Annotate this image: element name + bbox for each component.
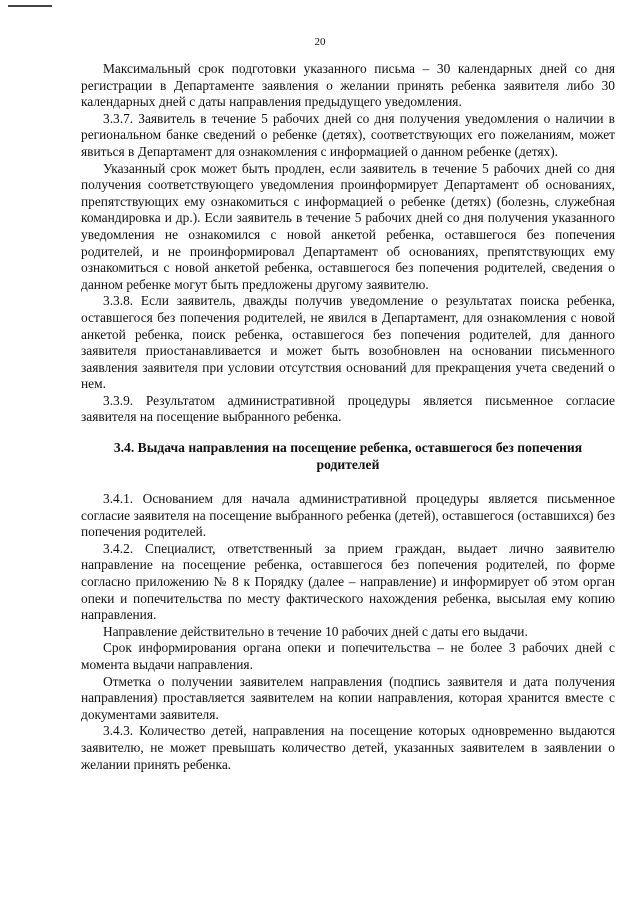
paragraph-3-3-8: 3.3.8. Если заявитель, дважды получив уведомление о результатах поиска ребенка, оставшегося без попечения родителей, не явился в Департамент, для ознакомления с новой анкетой ребенка, поиск ребенка, оставшегося без попечения родителей, для данного заявителя приостанавливается и может быть возобновлен на основании письменного заявления заявителя при условии отсутствия оснований для прекращения учета сведений о нем. bbox=[81, 293, 615, 392]
scan-edge-mark bbox=[8, 5, 52, 7]
section-heading: 3.4. Выдача направления на посещение ребенка, оставшегося без попечения родителей bbox=[113, 440, 583, 473]
paragraph-3-3-9: 3.3.9. Результатом административной процедуры является письменное согласие заявителя на посещение выбранного ребенка. bbox=[81, 392, 615, 425]
paragraph-receipt-mark: Отметка о получении заявителем направления (подпись заявителя и дата получения направления) проставляется заявителем на копии направления, которая хранится вместе с документами заявителя. bbox=[81, 673, 615, 722]
document-body bbox=[81, 61, 615, 773]
paragraph-3-4-3: 3.4.3. Количество детей, направления на посещение которых одновременно выдаются заявителю, не может превышать количество детей, указанных заявителем в заявлении о желании принять ребенка. bbox=[81, 723, 615, 772]
paragraph-inform-term: Срок информирования органа опеки и попечительства – не более 3 рабочих дней с момента выдачи направления. bbox=[81, 640, 615, 672]
paragraph-extension: Указанный срок может быть продлен, если заявитель в течение 5 рабочих дней со дня получения соответствующего уведомления проинформирует Департамент об основаниях, препятствующих ему ознакомиться с информацией о ребенке (детях) (болезнь, служебная командировка и др.). Если заявитель в течение 5 рабочих дней со дня получения указанного уведомления не ознакомился с новой анкетой ребенка, оставшегося без попечения родителей, и не проинформировал Департамент об основаниях, препятствующих ему ознакомиться с новой анкетой ребенка, оставшегося без попечения родителей, сведения о данном ребенке могут быть предложены другому заявителю. bbox=[81, 160, 615, 292]
page-number: 20 bbox=[314, 36, 326, 48]
paragraph-3-4-2: 3.4.2. Специалист, ответственный за прием граждан, выдает лично заявителю направление на посещение ребенка, оставшегося без попечения родителей, по форме согласно приложению № 8 к Порядку (далее – направление) и информирует об этом орган опеки и попечительства по месту фактического нахождения ребенка, высылая ему копию направления. bbox=[81, 540, 615, 623]
paragraph-max-term: Максимальный срок подготовки указанного письма – 30 календарных дней со дня регистрации в Департаменте заявления о желании принять ребенка заявителя либо 30 календарных дней с даты направления предыдущего уведомления. bbox=[81, 61, 615, 110]
paragraph-3-4-1: 3.4.1. Основанием для начала административной процедуры является письменное согласие заявителя на посещение выбранного ребенка (детей), оставшегося (оставшихся) без попечения родителей. bbox=[81, 491, 615, 540]
paragraph-3-3-7: 3.3.7. Заявитель в течение 5 рабочих дней со дня получения уведомления о наличии в региональном банке сведений о ребенке (детях), соответствующих его пожеланиям, может явиться в Департамент для ознакомления с информацией о данном ребенке (детях). bbox=[81, 110, 615, 159]
heading-spacer bbox=[81, 473, 615, 491]
paragraph-validity: Направление действительно в течение 10 рабочих дней с даты его выдачи. bbox=[103, 623, 528, 639]
